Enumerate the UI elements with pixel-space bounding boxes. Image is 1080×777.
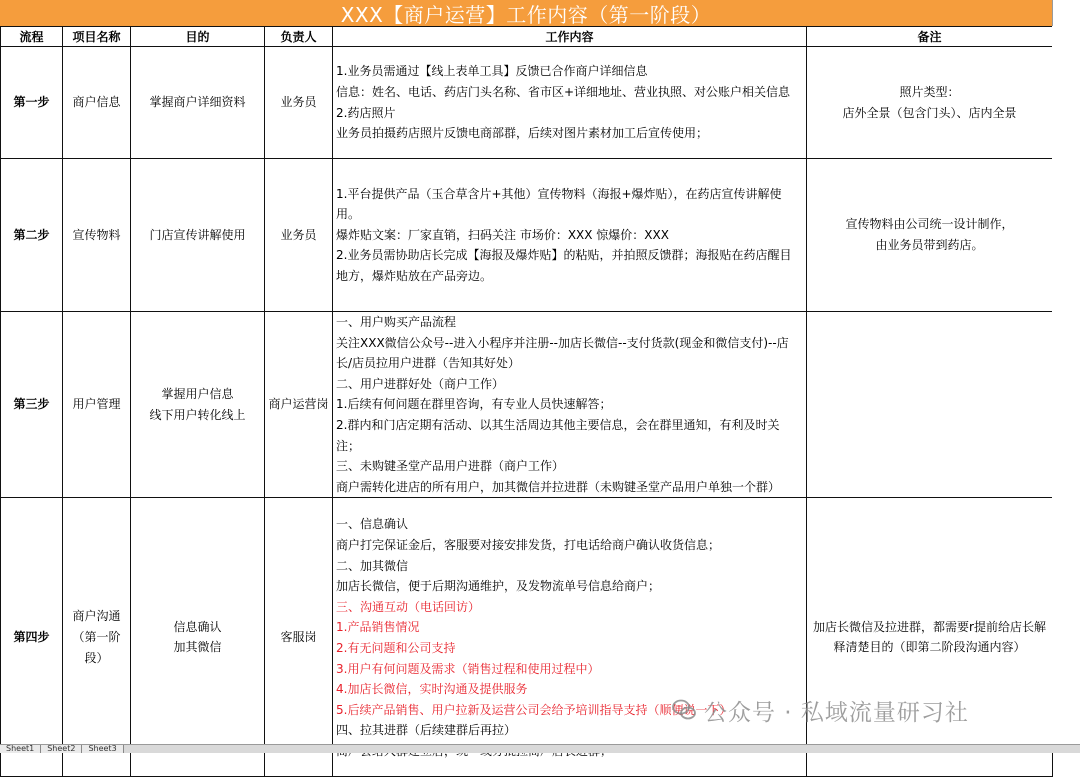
step-cell[interactable]: 第三步 — [1, 312, 63, 498]
sheet-tab[interactable]: Sheet3 — [82, 745, 123, 753]
project-cell[interactable] — [63, 47, 131, 159]
header-remark[interactable]: 备注 — [807, 27, 1053, 47]
sheet-blank-area — [1052, 26, 1080, 744]
content-text-line: 信息：姓名、电话、药店门头名称、省市区+详细地址、营业执照、对公账户相关信息 — [336, 84, 791, 99]
remark-cell[interactable] — [807, 312, 1053, 498]
content-text-line: 1.业务员需通过【线上表单工具】反馈已合作商户详细信息 — [336, 64, 648, 79]
content-text-line: 二、用户进群好处（商户工作） — [336, 376, 505, 391]
highlight-text-line: 5.后续产品销售、用户拉新及运营公司会给予培训指导支持（顺便说一下） — [336, 702, 732, 717]
cell-text-line: （第一阶 — [72, 630, 121, 645]
sheet-title: XXX【商户运营】工作内容（第一阶段） — [0, 0, 1053, 26]
header-project[interactable]: 项目名称 — [63, 27, 131, 47]
step-cell[interactable]: 第二步 — [1, 159, 63, 312]
cell-text-line: 宣传物料 — [72, 227, 121, 242]
header-row — [1, 27, 1053, 47]
content-text-line: 商户需转化进店的所有用户，加其微信并拉进群（未购键圣堂产品用户单独一个群） — [336, 479, 781, 494]
owner-cell[interactable]: 客服岗 — [265, 498, 333, 777]
step-cell[interactable]: 第四步 — [1, 498, 63, 777]
step-cell[interactable]: 第一步 — [1, 47, 63, 159]
cell-text-line: 宣传物料由公司统一设计制作， — [845, 217, 1014, 232]
owner-cell[interactable]: 业务员 — [265, 159, 333, 312]
purpose-cell[interactable] — [131, 47, 265, 159]
content-text-line: 一、用户购买产品流程 — [336, 315, 457, 329]
highlight-text-line: 3.用户有何问题及需求（销售过程和使用过程中） — [336, 661, 600, 676]
header-step[interactable]: 流程 — [1, 27, 63, 47]
content-text-line: 业务员拍摄药店照片反馈电商部群，后续对图片素材加工后宣传使用； — [336, 126, 709, 141]
cell-text-line: 店外全景（包含门头）、店内全景 — [842, 105, 1017, 120]
content-text-line: 1.后续有何问题在群里咨询，有专业人员快速解答； — [336, 397, 612, 412]
content-text-line: 三、未购键圣堂产品用户进群（商户工作） — [336, 459, 565, 474]
content-cell[interactable] — [333, 159, 807, 312]
cell-text-line: 加其微信 — [173, 640, 222, 655]
remark-cell[interactable] — [807, 498, 1053, 777]
content-text-line: 2.药店照片 — [336, 105, 396, 120]
header-content[interactable]: 工作内容 — [333, 27, 807, 47]
cell-text-line: 线下用户转化线上 — [149, 407, 246, 422]
content-text-line: 二、加其微信 — [336, 558, 409, 573]
project-cell[interactable] — [63, 159, 131, 312]
content-text-line: 2.业务员需协助店长完成【海报及爆炸贴】的粘贴，并拍照反馈群；海报贴在药店醒目地方，爆炸贴放在产品旁边。 — [336, 248, 792, 283]
table-row — [1, 498, 1053, 777]
cell-text-line: 门店宣传讲解使用 — [149, 227, 246, 242]
sheet-tab[interactable]: Sheet2 — [41, 745, 82, 753]
owner-cell[interactable]: 业务员 — [265, 47, 333, 159]
cell-text-line: 段） — [84, 650, 109, 665]
purpose-cell[interactable] — [131, 498, 265, 777]
cell-text-line: 加店长微信及拉进群，都需要r提前给店长解释清楚目的（即第二阶段沟通内容） — [813, 619, 1046, 655]
cell-text-line: 照片类型： — [899, 84, 960, 99]
header-purpose[interactable]: 目的 — [131, 27, 265, 47]
owner-cell[interactable]: 商户运营岗 — [265, 312, 333, 498]
project-cell[interactable] — [63, 498, 131, 777]
cell-text-line: 商户信息 — [72, 95, 121, 110]
header-owner[interactable]: 负责人 — [265, 27, 333, 47]
sheet-tab[interactable]: Sheet1 — [0, 745, 41, 753]
content-cell[interactable] — [333, 312, 807, 498]
content-text-line: 1.平台提供产品（玉合草含片+其他）宣传物料（海报+爆炸贴），在药店宣传讲解使用。 — [336, 186, 782, 222]
table-row — [1, 159, 1053, 312]
highlight-text-line: 1.产品销售情况 — [336, 620, 420, 635]
cell-text-line: 掌握商户详细资料 — [149, 95, 246, 110]
cell-text-line: 信息确认 — [173, 619, 222, 634]
highlight-text-line: 4.加店长微信，实时沟通及提供服务 — [336, 682, 528, 697]
content-text-line: 加店长微信，便于后期沟通维护，及发物流单号信息给商户； — [336, 579, 661, 594]
content-text-line: 爆炸贴文案：厂家直销，扫码关注 市场价：XXX 惊爆价：XXX — [336, 227, 669, 242]
content-cell[interactable] — [333, 47, 807, 159]
work-content-table — [0, 26, 1053, 777]
highlight-text-line: 2.有无问题和公司支持 — [336, 640, 456, 655]
content-text-line: 2.群内和门店定期有活动、以其生活周边其他主要信息，会在群里通知，有利及时关注； — [336, 417, 780, 453]
watermark-text: 公众号 · 私域流量研习社 — [704, 699, 969, 726]
table-row — [1, 312, 1053, 498]
cell-text-line: 由业务员带到药店。 — [875, 238, 984, 252]
cell-text-line: 用户管理 — [72, 397, 121, 412]
content-cell[interactable] — [333, 498, 807, 777]
remark-cell[interactable] — [807, 159, 1053, 312]
purpose-cell[interactable] — [131, 312, 265, 498]
content-text-line: 关注XXX微信公众号--进入小程序并注册--加店长微信--支付货款(现金和微信支付)--店长/店员拉用户进群（告知其好处） — [336, 335, 789, 371]
highlight-text-line: 三、沟通互动（电话回访） — [336, 599, 481, 614]
cell-text-line: 掌握用户信息 — [161, 387, 234, 402]
purpose-cell[interactable] — [131, 159, 265, 312]
project-cell[interactable] — [63, 312, 131, 498]
content-text-line: 四、拉其进群（后续建群后再拉） — [336, 723, 517, 738]
remark-cell[interactable] — [807, 47, 1053, 159]
content-text-line: 商户打完保证金后，客服要对接安排发货，打电话给商户确认收货信息； — [336, 537, 721, 552]
wechat-icon — [672, 699, 696, 721]
content-text-line: 一、信息确认 — [336, 517, 409, 532]
watermark — [672, 692, 969, 728]
table-row — [1, 47, 1053, 159]
cell-text-line: 商户沟通 — [72, 609, 121, 624]
